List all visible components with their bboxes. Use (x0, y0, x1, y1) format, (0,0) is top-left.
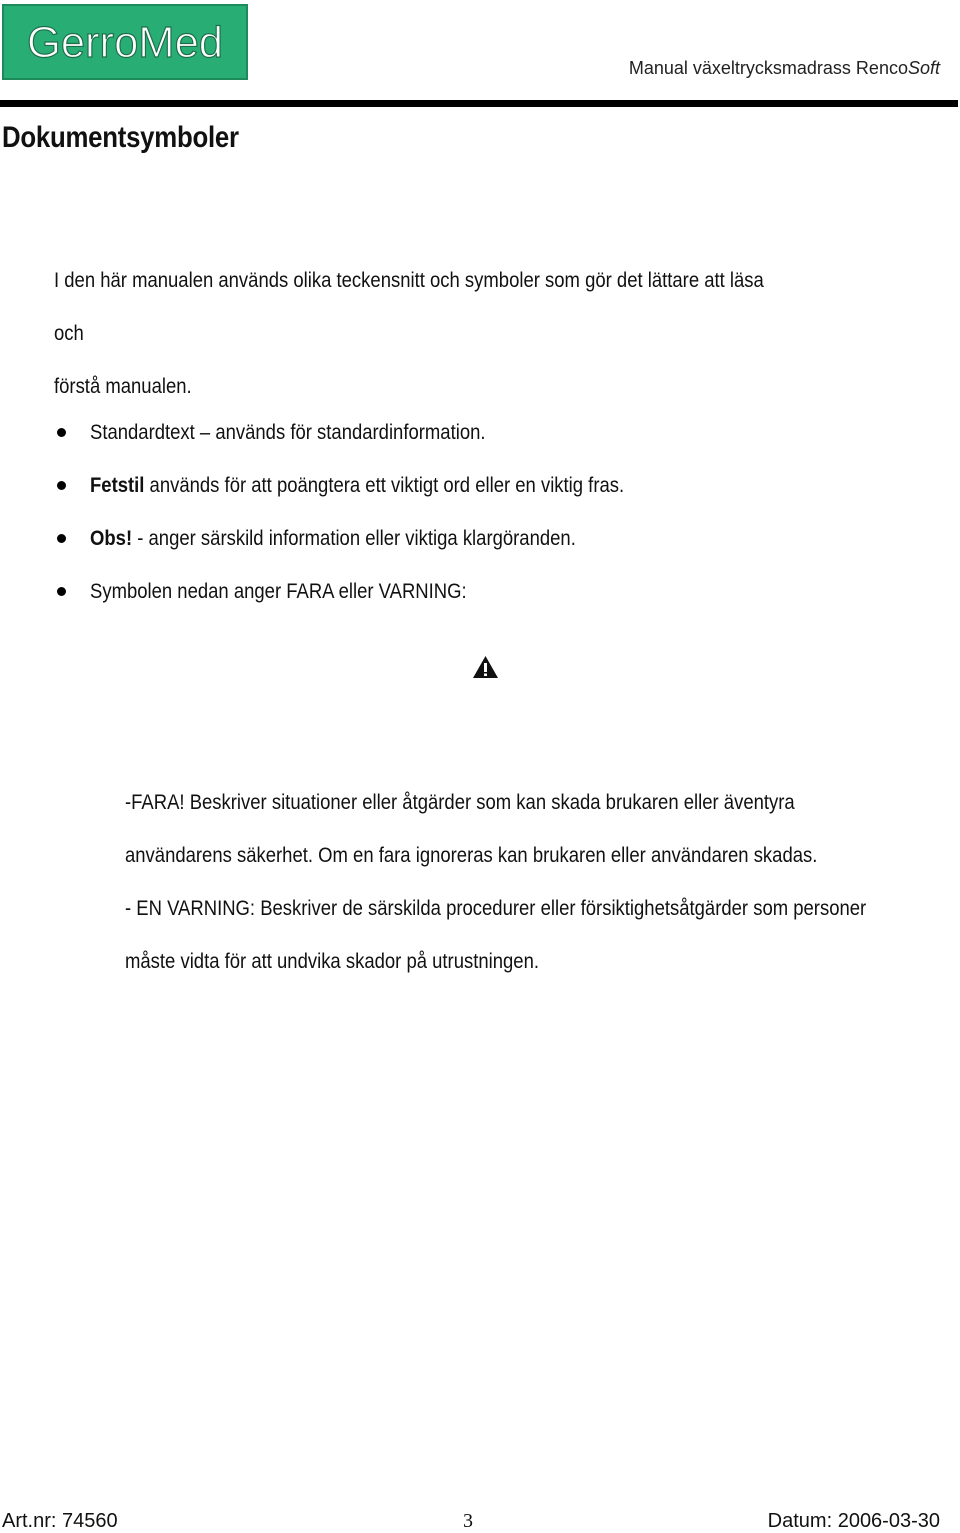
bullet-text: Symbolen nedan anger FARA eller VARNING: (90, 579, 467, 603)
fara-line-1: -FARA! Beskriver situationer eller åtgärder som kan skada brukaren eller äventyra (125, 791, 795, 814)
gerromed-logo (2, 4, 248, 80)
header-rule (0, 100, 958, 107)
header-title-italic: Soft (907, 58, 940, 78)
page-title: Dokumentsymboler (2, 121, 239, 154)
fara-line-2: användarens säkerhet. Om en fara ignoreras kan brukaren eller användaren skadas. (125, 844, 818, 867)
bullet-lead: Obs! (90, 526, 133, 550)
bullet-icon (57, 587, 66, 596)
bullet-icon (57, 428, 66, 437)
bullet-icon (57, 534, 66, 543)
intro-line-1: I den här manualen används olika teckensnitt och symboler som gör det lättare att läsa och (54, 269, 764, 345)
fara-line-3: - EN VARNING: Beskriver de särskilda procedurer eller försiktighetsåtgärder som personer (125, 897, 867, 920)
list-item (54, 406, 914, 459)
logo-text: GerroMed (26, 19, 224, 68)
warning-description (125, 776, 917, 988)
bullet-text: Standardtext – används för standardinformation. (90, 420, 486, 444)
document-header-title (629, 58, 940, 79)
bullet-text: - anger särskild information eller viktiga klargöranden. (132, 526, 576, 550)
list-item (54, 459, 914, 512)
intro-line-2: förstå manualen. (54, 375, 192, 398)
header-title-main: Manual växeltrycksmadrass Renco (628, 58, 908, 78)
footer-page-number: 3 (463, 1510, 473, 1532)
fara-line-4: måste vidta för att undvika skador på utrustningen. (125, 950, 539, 973)
bullet-lead: Fetstil (90, 473, 145, 497)
list-item (54, 565, 914, 618)
bullet-text: används för att poängtera ett viktigt ord eller en viktig fras. (144, 473, 625, 497)
warning-triangle-icon (472, 655, 499, 679)
intro-paragraph (54, 254, 776, 413)
logo-wordmark (4, 6, 246, 78)
footer-date: Datum: 2006-03-30 (767, 1510, 940, 1532)
bullet-list (54, 406, 914, 618)
list-item (54, 512, 914, 565)
bullet-icon (57, 481, 66, 490)
footer-art-nr: Art.nr: 74560 (2, 1510, 118, 1532)
